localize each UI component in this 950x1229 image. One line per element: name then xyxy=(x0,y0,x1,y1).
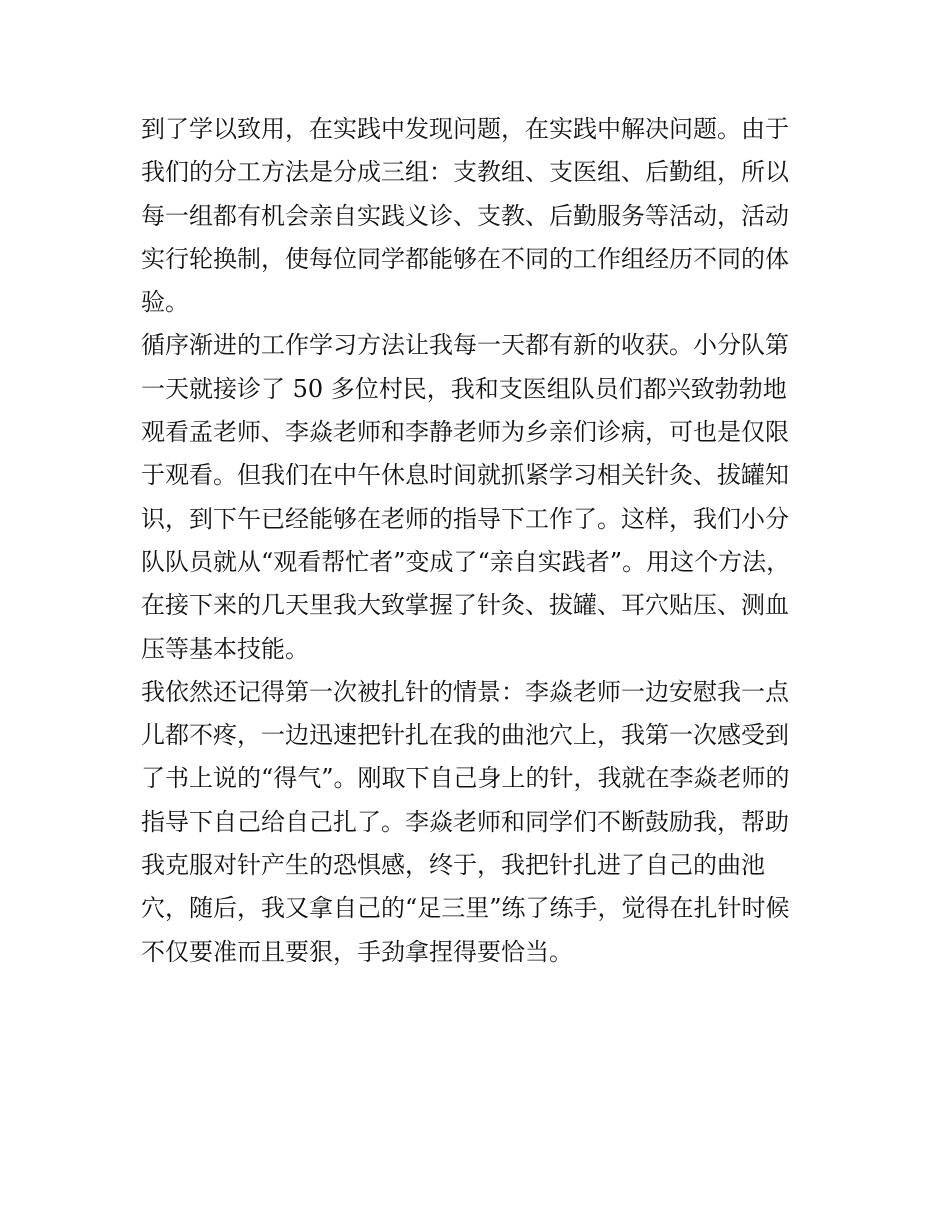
text-line: 识，到下午已经能够在老师的指导下工作了。这样，我们小分 xyxy=(141,504,789,533)
text-line: 指导下自己给自己扎了。李焱老师和同学们不断鼓励我，帮助 xyxy=(141,807,789,836)
text-line: 压等基本技能。 xyxy=(141,634,309,663)
document-body xyxy=(141,108,821,974)
paragraph-1 xyxy=(141,108,821,324)
text-line: 我克服对针产生的恐惧感，终于，我把针扎进了自己的曲池 xyxy=(141,851,765,880)
text-line: 了书上说的“得气”。刚取下自己身上的针，我就在李焱老师的 xyxy=(141,764,790,793)
text-line: 实行轮换制，使每位同学都能够在不同的工作组经历不同的体 xyxy=(141,244,789,273)
paragraph-3 xyxy=(141,671,821,974)
paragraph-2 xyxy=(141,324,821,670)
text-line: 于观看。但我们在中午休息时间就抓紧学习相关针灸、拔罐知 xyxy=(141,461,789,490)
text-line: 在接下来的几天里我大致掌握了针灸、拔罐、耳穴贴压、测血 xyxy=(141,591,789,620)
text-line: 每一组都有机会亲自实践义诊、支教、后勤服务等活动，活动 xyxy=(141,201,789,230)
text-line: 穴，随后，我又拿自己的“足三里”练了练手，觉得在扎针时候 xyxy=(141,894,790,923)
text-line: 我依然还记得第一次被扎针的情景：李焱老师一边安慰我一点 xyxy=(141,677,789,706)
text-line: 验。 xyxy=(141,288,189,317)
text-line: 我们的分工方法是分成三组：支教组、支医组、后勤组，所以 xyxy=(141,158,789,187)
text-line: 儿都不疼，一边迅速把针扎在我的曲池穴上，我第一次感受到 xyxy=(141,721,789,750)
text-line: 队队员就从“观看帮忙者”变成了“亲自实践者”。用这个方法， xyxy=(141,547,791,576)
text-line: 到了学以致用，在实践中发现问题，在实践中解决问题。由于 xyxy=(141,115,789,143)
text-line: 不仅要准而且要狠，手劲拿捏得要恰当。 xyxy=(141,937,573,966)
text-line: 观看孟老师、李焱老师和李静老师为乡亲们诊病，可也是仅限 xyxy=(141,418,789,447)
text-line: 一天就接诊了 50 多位村民，我和支医组队员们都兴致勃勃地 xyxy=(141,374,787,403)
text-line: 循序渐进的工作学习方法让我每一天都有新的收获。小分队第 xyxy=(141,331,789,360)
